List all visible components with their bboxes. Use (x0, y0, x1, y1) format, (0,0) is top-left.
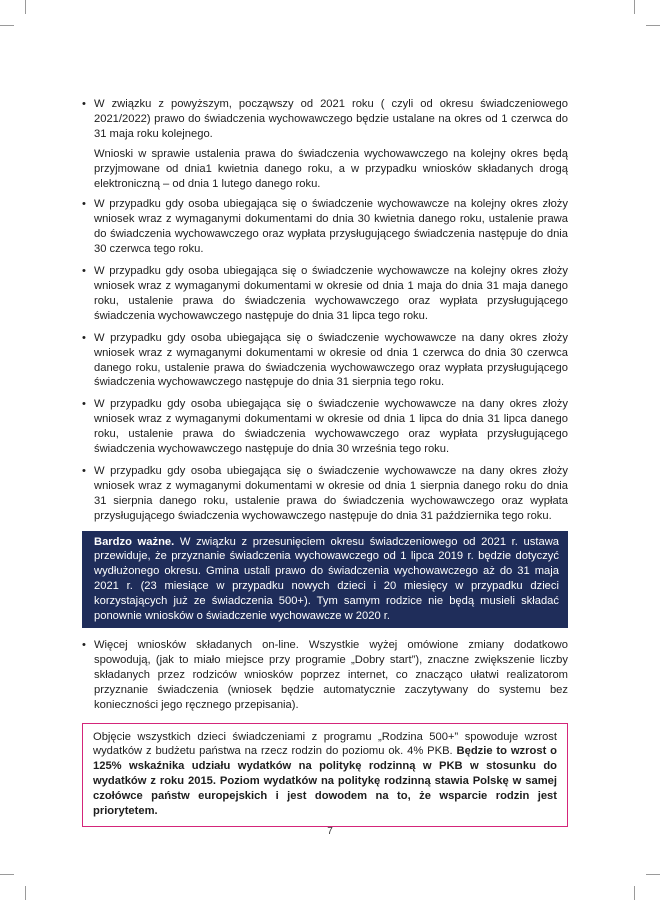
crop-mark (25, 0, 26, 14)
important-notice-box (82, 531, 568, 628)
bullet-text: W przypadku gdy osoba ubiegająca się o świadczenie wychowawcze na kolejny okres złoży wniosek wraz z wymaganymi dokumentami w okresie od dnia 1 maja do dnia 31 maja danego roku, ustalenie prawa do świadczenia wychowawczego oraz wypłata przysługującego świadczenia wychowawczego następuje do dnia 31 lipca tego roku. (94, 265, 568, 322)
summary-text: Objęcie wszystkich dzieci świadczeniami z programu „Rodzina 500+” spowoduje wzrost wydatków z budżetu państwa na rzecz rodzin do poziomu ok. 4% PKB. (93, 730, 557, 758)
bullet-item (82, 197, 568, 257)
bullet-text: W przypadku gdy osoba ubiegająca się o świadczenie wychowawcze na kolejny okres złoży wniosek wraz z wymaganymi dokumentami do dnia 30 kwietnia danego roku, ustalenie prawa do świadczenia wychowawczego oraz wypłata przysługującego świadczenia następuje do dnia 30 czerwca tego roku. (94, 198, 568, 256)
bullet-item (82, 464, 568, 524)
crop-mark (0, 25, 14, 26)
important-notice-text: W związku z przesunięciem okresu świadczeniowego od 2021 r. ustawa przewiduje, że przyznanie świadczenia wychowawczego od 1 lipca 2019 r. będzie dotyczyć wydłużonego okresu. Gmina ustali prawo do świadczenia wychowawczego aż do 31 maja 2021 r. (23 miesiące w przypadku nowych dzieci i 20 miesięcy w przypadku dzieci korzystających już ze świadczenia 500+). Tym samym rodzice nie będą musieli składać ponownie wniosków o świadczenie wychowawcze w 2020 r. (94, 535, 559, 623)
page-number: 7 (327, 826, 333, 837)
summary-box (82, 723, 568, 827)
important-notice-lead: Bardzo ważne. (94, 535, 175, 548)
bullet-dot: • (82, 464, 86, 477)
bullet-item (82, 331, 568, 391)
crop-mark (634, 0, 635, 14)
bullet-dot: • (82, 265, 86, 278)
bullet-item (82, 264, 568, 324)
page-content (82, 97, 568, 827)
summary-bold-text: Będzie to wzrost o 125% wskaźnika udziału wydatków na politykę rodzinną w PKB w stosunku do wydatków z roku 2015. Poziom wydatków na politykę rodzinną stawia Polskę w samej czołówce państw europejskich i jest dowodem na to, że wsparcie rodzin jest priorytetem. (93, 745, 557, 818)
crop-mark (646, 25, 660, 26)
bullet-text: W związku z powyższym, począwszy od 2021 roku ( czyli od okresu świadczeniowego 2021/2022) prawo do świadczenia wychowawczego będzie ustalane na okres od 1 czerwca do 31 maja roku kolejnego. (94, 98, 568, 140)
bullet-item (82, 638, 568, 713)
bullet-item (82, 397, 568, 457)
bullet-text: W przypadku gdy osoba ubiegająca się o świadczenie wychowawcze na dany okres złoży wniosek wraz z wymaganymi dokumentami w okresie od dnia 1 czerwca do dnia 30 czerwca danego roku, ustalenie prawa do świadczenia wychowawczego oraz wypłata przysługującego świadczenia wychowawczego następuje do dnia 31 sierpnia tego roku. (94, 331, 568, 389)
crop-mark (634, 886, 635, 900)
bullet-text: W przypadku gdy osoba ubiegająca się o świadczenie wychowawcze na dany okres złoży wniosek wraz z wymaganymi dokumentami w okresie od dnia 1 lipca do dnia 31 lipca danego roku, ustalenie prawa do świadczenia wychowawczego oraz wypłata przysługującego świadczenia wychowawczego następuje do dnia 30 września tego roku. (94, 398, 568, 456)
bullet-dot: • (82, 639, 86, 651)
bullet-item (82, 97, 568, 142)
bullet-dot: • (82, 98, 86, 110)
crop-mark (0, 874, 14, 875)
crop-mark (646, 874, 660, 875)
bullet-followup-paragraph: Wnioski w sprawie ustalenia prawa do świadczenia wychowawczego na kolejny okres będą przyjmowane od dnia1 kwietnia danego roku, a w przypadku wniosków składanych drogą elektroniczną – od dnia 1 lutego danego roku. (94, 147, 568, 190)
bullet-text: W przypadku gdy osoba ubiegająca się o świadczenie wychowawcze na dany okres złoży wniosek wraz z wymaganymi dokumentami w okresie od dnia 1 sierpnia danego roku do dnia 31 sierpnia danego roku, ustalenie prawa do świadczenia wychowawczego oraz wypłata przysługującego świadczenia wychowawczego następuje do dnia 31 października tego roku. (94, 464, 568, 522)
bullet-dot: • (82, 398, 86, 411)
bullet-text: Więcej wniosków składanych on-line. Wszystkie wyżej omówione zmiany dodatkowo spowodują, (jak to miało miejsce przy programie „Dobry start”), znaczne zwiększenie liczby składanych przez rodziców wniosków poprzez internet, co znacząco ułatwi realizatorom przyznanie świadczenia (wniosek będzie automatycznie zaczytywany do systemu bez konieczności jego ręcznego przepisania). (94, 639, 568, 711)
bullet-dot: • (82, 198, 86, 211)
bullet-dot: • (82, 331, 86, 344)
crop-mark (25, 886, 26, 900)
